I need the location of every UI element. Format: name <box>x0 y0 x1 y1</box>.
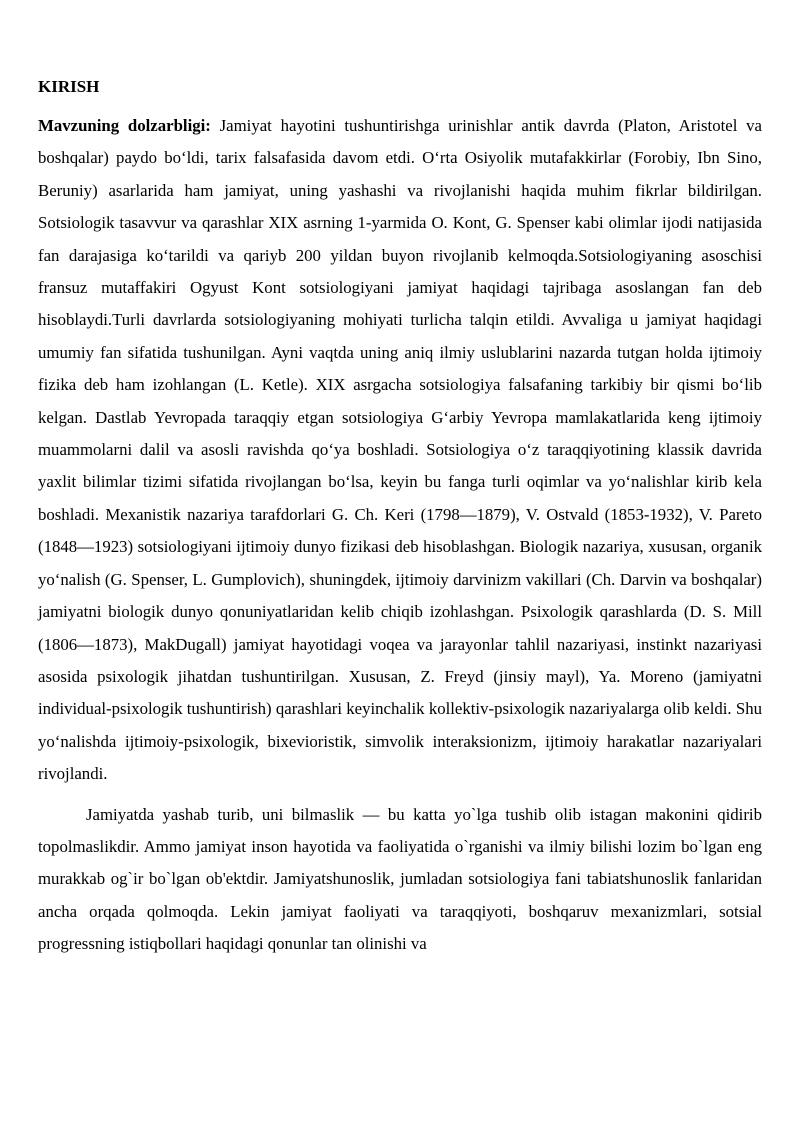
section-heading: KIRISH <box>38 77 100 96</box>
paragraph-society: Jamiyatda yashab turib, uni bilmaslik — bu katta yo`lga tushib olib istagan makonini qidirib topolmaslikdir. Ammo jamiyat inson hayotida va faoliyatida o`rganishi va ilmiy bilishi lozim bo`lgan eng murakkab og`ir bo`lgan ob'ektdir. Jamiyatshunoslik, jumladan sotsiologiya fani tabiatshunoslik fanlaridan ancha orqada qolmoqda. Lekin jamiyat faoliyati va taraqqiyoti, boshqaruv mexanizmlari, sotsial progressning istiqbollari haqidagi qonunlar tan olinishi va <box>38 804 762 954</box>
paragraph-relevance <box>38 110 762 791</box>
paragraph-lead: Mavzuning dolzarbligi: <box>38 116 211 135</box>
paragraph-body: Jamiyat hayotini tushuntirishga urinishlar antik davrda (Platon, Aristotel va boshqalar) paydo bo‘ldi, tarix falsafasida davom etdi. O‘rta Osiyolik mutafakkirlar (Forobiy, Ibn Sino, Beruniy) asarlarida ham jamiyat, uning yashashi va rivojlanishi haqida muhim fikrlar bildirilgan. Sotsiologik tasavvur va qarashlar XIX asrning 1-yarmida O. Kont, G. Spenser kabi olimlar ijodi natijasida fan darajasiga ko‘tarildi va qariyb 200 yildan buyon rivojlanib kelmoqda.Sotsiologiyaning asoschisi fransuz mutaffakiri Ogyust Kont sotsiologiyani jamiyat haqidagi tajribaga asoslangan fan deb hisoblaydi.Turli davrlarda sotsiologiyaning mohiyati turlicha talqin etildi. Avvaliga u jamiyat haqidagi umumiy fan sifatida tushunilgan. Ayni vaqtda uning aniq ilmiy uslublarini nazarda tutgan holda ijtimoiy fizika deb ham izohlangan (L. Ketle). XIX asrgacha sotsiologiya falsafaning tarkibiy bir qismi bo‘lib kelgan. Dastlab Yevropada taraqqiy etgan sotsiologiya G‘arbiy Yevropa mamlakatlarida keng ijtimoiy muammolarni dalil va asosli ravishda qo‘ya boshladi. Sotsiologiya o‘z taraqqiyotining klassik davrida yaxlit bilimlar tizimi sifatida rivojlangan bo‘lsa, keyin bu fanga turli oqimlar va yo‘nalishlar kirib kela boshladi. Mexanistik nazariya tarafdorlari G. Ch. Keri (1798—1879), V. Ostvald (1853-1932), V. Pareto (1848—1923) sotsiologiyani ijtimoiy dunyo fizikasi deb hisoblashgan. Biologik nazariya, xususan, organik yo‘nalish (G. Spenser, L. Gumplovich), shuningdek, ijtimoiy darvinizm vakillari (Ch. Darvin va boshqalar) jamiyatni biologik dunyo qonuniyatlaridan kelib chiqib izohlashgan. Psixologik qarashlarda (D. S. Mill (1806—1873), MakDugall) jamiyat hayotidagi voqea va jarayonlar tahlil nazariyasi, instinkt nazariyasi asosida psixologik jihatdan tushuntirilgan. Xususan, Z. Freyd (jinsiy mayl), Ya. Moreno (jamiyatni individual-psixologik tushuntirish) qarashlari keyinchalik kollektiv-psixologik nazariyalarga olib keldi. Shu yo‘nalishda ijtimoiy-psixologik, bixevioristik, simvolik interaksionizm, ijtimoiy harakatlar nazariyalari rivojlandi. <box>38 116 762 784</box>
document-page <box>38 74 762 961</box>
